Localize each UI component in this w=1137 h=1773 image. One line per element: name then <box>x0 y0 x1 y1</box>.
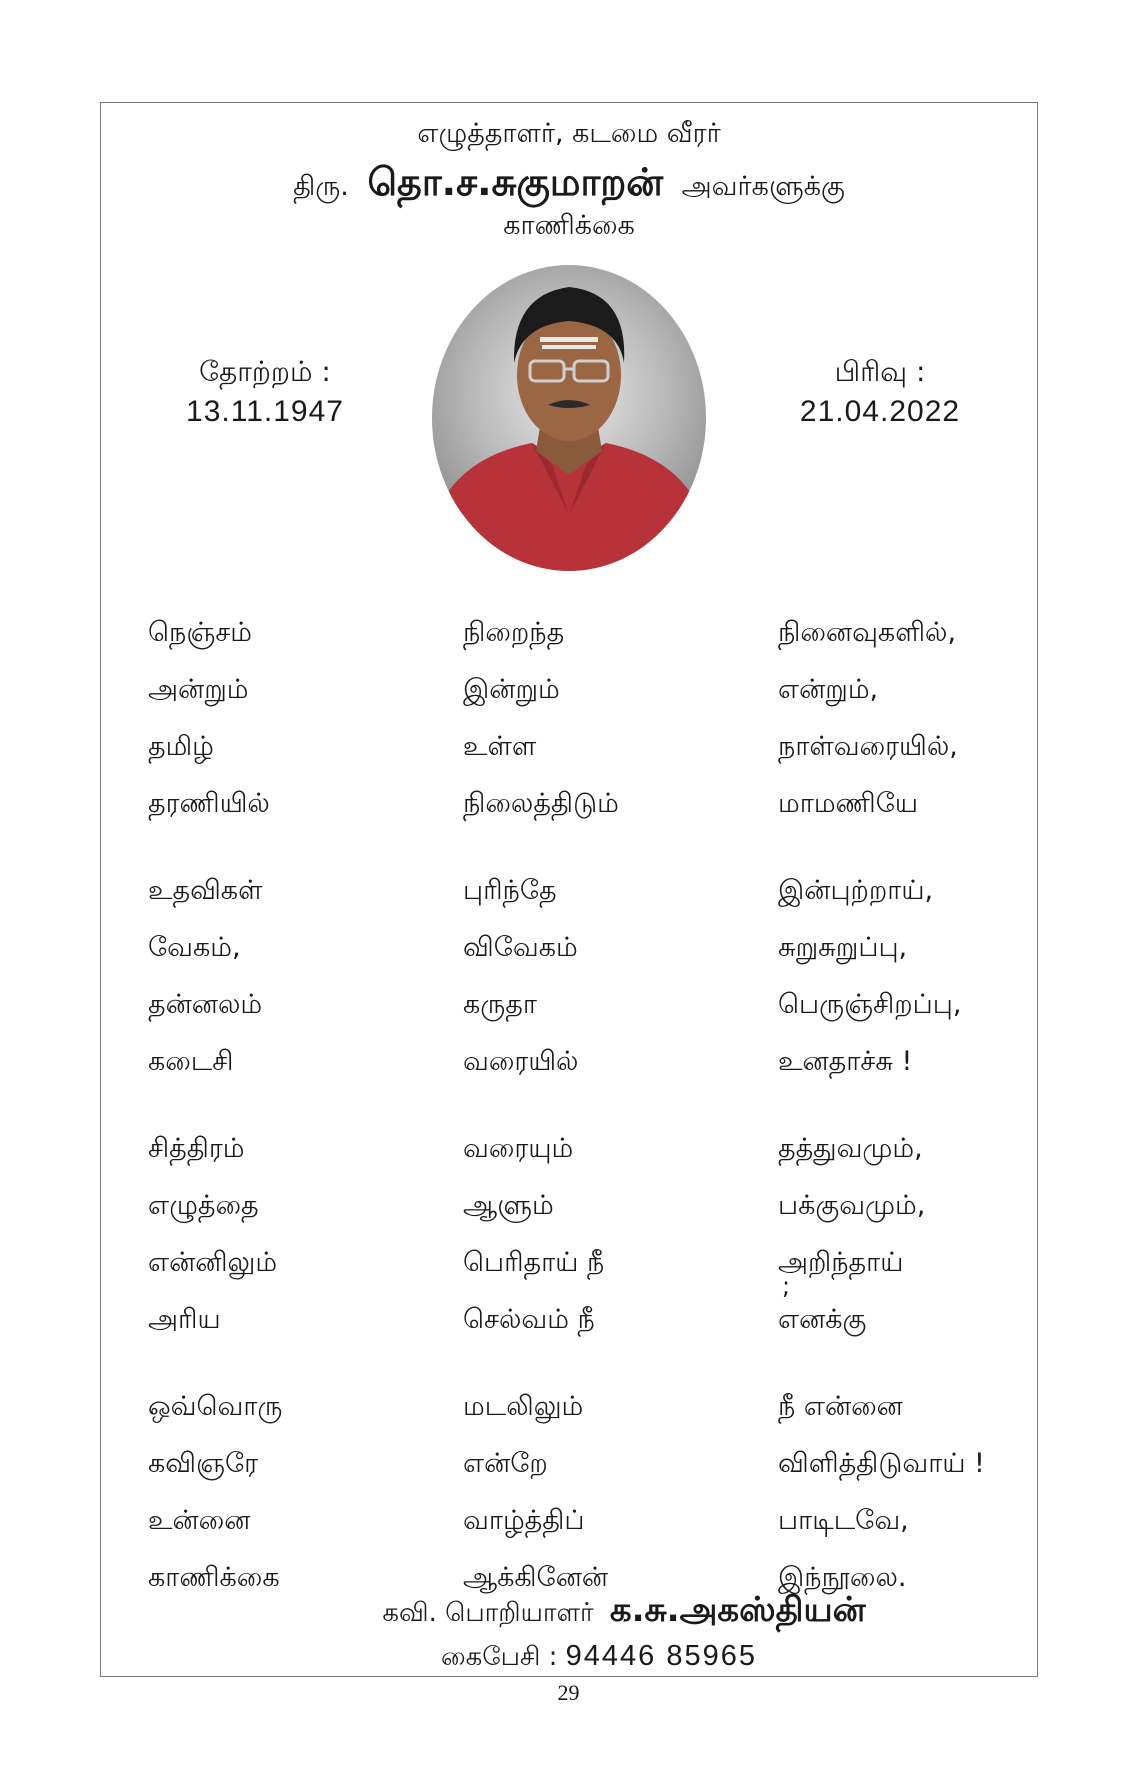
poem-word: அரிய <box>148 1304 221 1335</box>
poem-word: ஒவ்வொரு <box>148 1391 283 1422</box>
poem-stanza <box>148 606 1008 834</box>
poem-line <box>148 978 1008 1035</box>
death-block <box>770 352 990 432</box>
poem-word: உனதாச்சு ! <box>778 1046 913 1077</box>
poem-word: சுறுசுறுப்பு, <box>778 932 908 963</box>
honoree-name: தொ.ச.சுகுமாறன் <box>367 160 664 204</box>
poem-word: வேகம், <box>148 932 241 963</box>
birth-block <box>180 352 350 432</box>
death-label: பிரிவு : <box>834 355 926 388</box>
poem-line <box>148 864 1008 921</box>
poem-word: நிலைத்திடும் <box>463 788 619 819</box>
poem-word: எனக்கு <box>778 1304 867 1335</box>
poem-word: மாமணியே <box>778 788 919 819</box>
poem-word: கருதா <box>463 989 537 1020</box>
poem-word: கவிஞரே <box>148 1448 259 1479</box>
death-date: 21.04.2022 <box>799 395 961 428</box>
poem-word: தமிழ் <box>148 731 214 762</box>
header-line-1: எழுத்தாளர், கடமை வீரர் <box>417 118 721 149</box>
poem-stanza <box>148 864 1008 1092</box>
poem-word: நினைவுகளில், <box>778 617 957 648</box>
poem-word: இன்புற்றாய், <box>778 875 934 906</box>
poem-word: பெரிதாய் நீ <box>463 1247 605 1278</box>
poem <box>148 606 1008 1638</box>
poem-word: பெருஞ்சிறப்பு, <box>778 989 962 1020</box>
poem-word: என்றும், <box>778 674 879 705</box>
poem-word: எழுத்தை <box>148 1190 259 1221</box>
poem-word: உதவிகள் <box>148 875 263 906</box>
header-suffix: அவர்களுக்கு <box>681 171 845 202</box>
poem-word: அன்றும் <box>148 674 249 705</box>
poem-word: தரணியில் <box>148 788 270 819</box>
poem-word: என்னிலும் <box>148 1247 278 1278</box>
poem-word: வரையும் <box>463 1133 574 1164</box>
poem-word: மடலிலும் <box>463 1391 584 1422</box>
poem-stanza <box>148 1380 1008 1608</box>
poem-line <box>148 1122 1008 1179</box>
poem-word: தன்னலம் <box>148 989 263 1020</box>
phone-label: கைபேசி : <box>440 1642 558 1672</box>
poem-word: உள்ள <box>463 731 537 762</box>
poem-stanza <box>148 1122 1008 1350</box>
poem-line <box>148 1437 1008 1494</box>
birth-label: தோற்றம் : <box>199 355 331 388</box>
poem-word: விளித்திடுவாய் ! <box>778 1448 985 1479</box>
poem-line <box>148 1494 1008 1551</box>
poem-word: தத்துவமும், <box>778 1133 923 1164</box>
poem-line <box>148 1380 1008 1437</box>
portrait-photo <box>432 265 706 571</box>
header-line-2 <box>100 160 1038 210</box>
poem-word: விவேகம் <box>463 932 578 963</box>
poet-title: கவி. பொறியாளர் <box>382 1598 594 1628</box>
stray-semicolon: ; <box>782 1272 791 1300</box>
poem-line <box>148 1035 1008 1092</box>
poem-line <box>148 1293 1008 1350</box>
poem-line <box>148 777 1008 834</box>
poem-word: பக்குவமும், <box>778 1190 926 1221</box>
birth-date: 13.11.1947 <box>186 395 344 428</box>
poem-word: இந்நூலை. <box>778 1562 907 1593</box>
poem-line <box>148 720 1008 777</box>
poem-line <box>148 1236 1008 1293</box>
poem-line <box>148 1179 1008 1236</box>
page-number: 29 <box>557 1680 580 1705</box>
poem-word: காணிக்கை <box>148 1562 280 1593</box>
poem-word: நாள்வரையில், <box>778 731 958 762</box>
honorific: திரு. <box>293 171 349 202</box>
poem-word: நீ என்னை <box>778 1391 903 1422</box>
poem-line <box>148 606 1008 663</box>
phone-line <box>100 1640 1038 1675</box>
signature-line <box>100 1590 1038 1634</box>
poem-word: கடைசி <box>148 1046 234 1077</box>
poem-line <box>148 663 1008 720</box>
poem-word: உன்னை <box>148 1505 251 1536</box>
poem-word: பாடிடவே, <box>778 1505 909 1536</box>
poem-word: செல்வம் நீ <box>463 1304 595 1335</box>
poem-word: வரையில் <box>463 1046 579 1077</box>
poem-word: இன்றும் <box>463 674 560 705</box>
poet-name: க.சு.அகஸ்தியன் <box>609 1590 866 1630</box>
poem-word: என்றே <box>463 1448 548 1479</box>
poem-word: புரிந்தே <box>463 875 557 906</box>
poem-word: நிறைந்த <box>463 617 565 648</box>
phone-number: 94446 85965 <box>565 1640 758 1672</box>
poem-line <box>148 921 1008 978</box>
poem-word: நெஞ்சம் <box>148 617 253 648</box>
poem-word: வாழ்த்திப் <box>463 1505 585 1536</box>
poem-word: ஆக்கினேன் <box>463 1562 609 1593</box>
poem-word: ஆளும் <box>463 1190 554 1221</box>
poem-word: சித்திரம் <box>148 1133 245 1164</box>
poem-word: அறிந்தாய் <box>778 1247 904 1278</box>
header-line-3: காணிக்கை <box>503 210 635 241</box>
